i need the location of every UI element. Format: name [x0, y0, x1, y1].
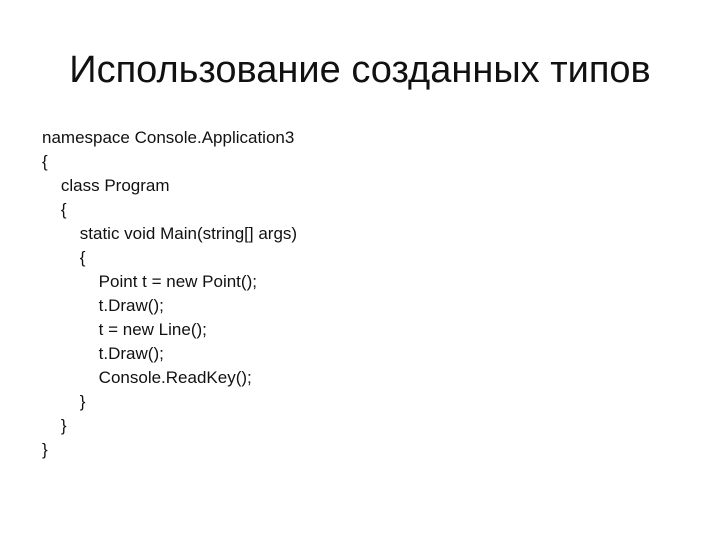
code-line: static void Main(string[] args) [42, 224, 298, 243]
code-line: { [42, 152, 48, 171]
code-line: } [42, 392, 86, 411]
code-line: } [42, 440, 48, 459]
code-line: namespace Console.Application3 [42, 128, 295, 147]
code-line: } [42, 416, 67, 435]
code-line: { [42, 200, 67, 219]
code-line: t.Draw(); [42, 296, 164, 315]
code-line: Console.ReadKey(); [42, 368, 252, 387]
code-line: t = new Line(); [42, 320, 207, 339]
code-line: { [42, 248, 86, 267]
slide-title: Использование созданных типов [69, 49, 651, 91]
code-line: Point t = new Point(); [42, 272, 257, 291]
code-line: t.Draw(); [42, 344, 164, 363]
code-block [42, 126, 682, 462]
code-line: class Program [42, 176, 170, 195]
